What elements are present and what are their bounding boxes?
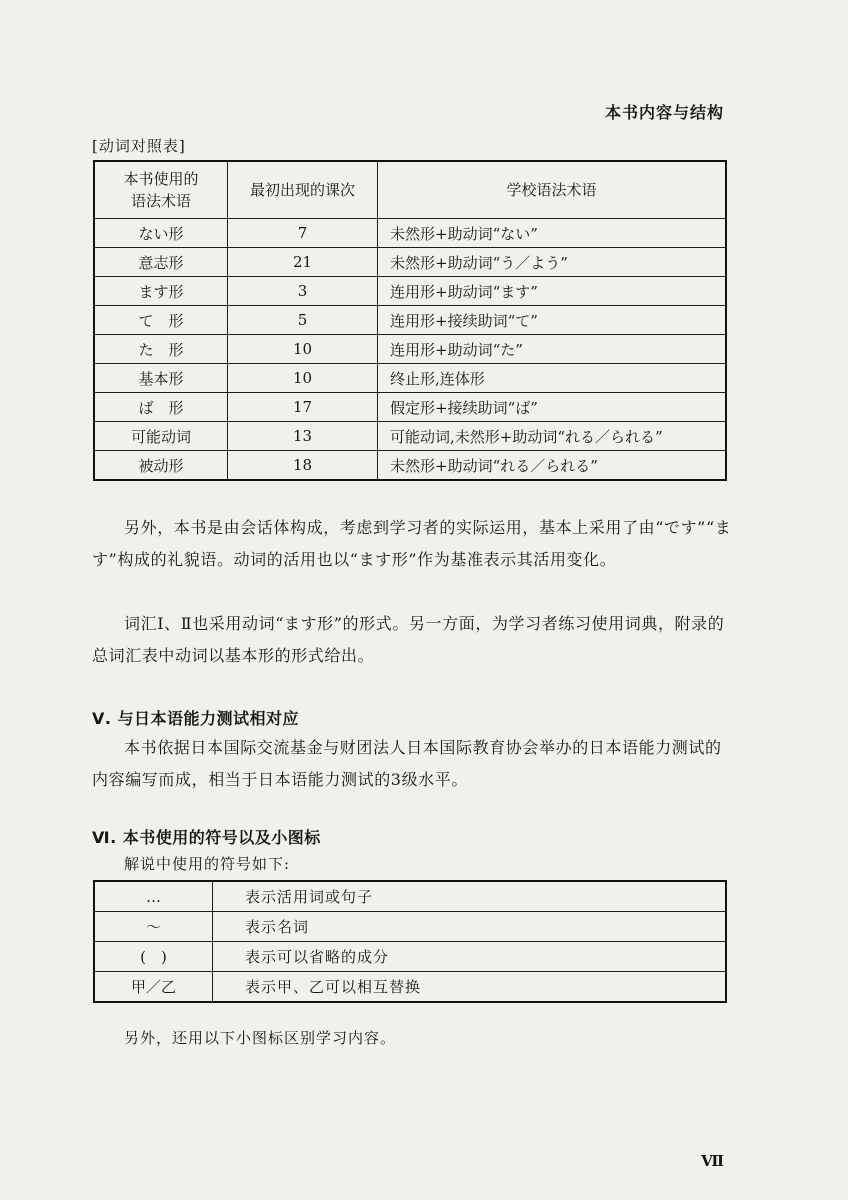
symbol-meaning-cell: 表示名词 bbox=[213, 912, 727, 942]
cell-school-grammar: 连用形+接续助词“て” bbox=[378, 306, 727, 335]
table-row bbox=[94, 451, 726, 481]
cell-school-grammar: 可能动词,未然形+助动词“れる／られる” bbox=[378, 422, 727, 451]
page-number: Ⅶ bbox=[701, 1152, 724, 1170]
table-row bbox=[94, 942, 726, 972]
table-row bbox=[94, 912, 726, 942]
symbol-cell: … bbox=[94, 881, 213, 912]
header-cell-school-grammar: 学校语法术语 bbox=[378, 161, 727, 219]
cell-term: ば 形 bbox=[94, 393, 228, 422]
table-row bbox=[94, 306, 726, 335]
cell-lesson: 5 bbox=[228, 306, 378, 335]
cell-term: た 形 bbox=[94, 335, 228, 364]
cell-school-grammar: 未然形+助动词“う／よう” bbox=[378, 248, 727, 277]
cell-lesson: 3 bbox=[228, 277, 378, 306]
symbol-meaning-cell: 表示活用词或句子 bbox=[213, 881, 727, 912]
cell-term: 意志形 bbox=[94, 248, 228, 277]
table-row bbox=[94, 364, 726, 393]
table-row bbox=[94, 277, 726, 306]
symbol-cell: ～ bbox=[94, 912, 213, 942]
table-row bbox=[94, 972, 726, 1003]
cell-school-grammar: 终止形,连体形 bbox=[378, 364, 727, 393]
cell-school-grammar: 未然形+助动词“れる／られる” bbox=[378, 451, 727, 481]
cell-lesson: 18 bbox=[228, 451, 378, 481]
cell-school-grammar: 连用形+助动词“ます” bbox=[378, 277, 727, 306]
symbol-cell: 甲／乙 bbox=[94, 972, 213, 1003]
icons-intro: 另外，还用以下小图标区别学习内容。 bbox=[124, 1029, 397, 1047]
cell-lesson: 10 bbox=[228, 364, 378, 393]
cell-lesson: 7 bbox=[228, 219, 378, 248]
symbol-cell: ( ) bbox=[94, 942, 213, 972]
paragraph-jlpt: 本书依据日本国际交流基金与财团法人日本国际教育协会举办的日本语能力测试的内容编写而成，相当于日本语能力测试的3级水平。 bbox=[92, 738, 722, 789]
cell-term: ない形 bbox=[94, 219, 228, 248]
table-header-row bbox=[94, 161, 726, 219]
running-header: 本书内容与结构 bbox=[604, 103, 724, 122]
symbol-meaning-cell: 表示甲、乙可以相互替换 bbox=[213, 972, 727, 1003]
symbols-intro: 解说中使用的符号如下: bbox=[124, 855, 291, 873]
table-row bbox=[94, 248, 726, 277]
header-cell-lesson: 最初出现的课次 bbox=[228, 161, 378, 219]
cell-school-grammar: 未然形+助动词“ない” bbox=[378, 219, 727, 248]
header-cell-term: 本书使用的 语法术语 bbox=[94, 161, 228, 219]
section-6-title: Ⅵ. 本书使用的符号以及小图标 bbox=[92, 828, 321, 847]
table-row bbox=[94, 219, 726, 248]
cell-lesson: 10 bbox=[228, 335, 378, 364]
cell-school-grammar: 假定形+接续助词“ば” bbox=[378, 393, 727, 422]
cell-term: 被动形 bbox=[94, 451, 228, 481]
verb-table-caption: [动词对照表] bbox=[92, 137, 186, 155]
cell-school-grammar: 连用形+助动词“た” bbox=[378, 335, 727, 364]
verb-comparison-table bbox=[93, 160, 727, 481]
paragraph-vocabulary: 词汇Ⅰ、Ⅱ也采用动词“ます形”的形式。另一方面，为学习者练习使用词典，附录的总词汇表中动词以基本形的形式给出。 bbox=[92, 614, 725, 665]
cell-lesson: 17 bbox=[228, 393, 378, 422]
table-row bbox=[94, 422, 726, 451]
section-5-title: Ⅴ. 与日本语能力测试相对应 bbox=[92, 709, 300, 728]
symbols-table bbox=[93, 880, 727, 1003]
cell-lesson: 13 bbox=[228, 422, 378, 451]
table-row bbox=[94, 335, 726, 364]
symbol-meaning-cell: 表示可以省略的成分 bbox=[213, 942, 727, 972]
paragraph-polite-form: 另外，本书是由会话体构成，考虑到学习者的实际运用，基本上采用了由“です”“ます”构成的礼貌语。动词的活用也以“ます形”作为基准表示其活用变化。 bbox=[92, 518, 732, 569]
cell-term: 基本形 bbox=[94, 364, 228, 393]
cell-term: て 形 bbox=[94, 306, 228, 335]
cell-lesson: 21 bbox=[228, 248, 378, 277]
cell-term: 可能动词 bbox=[94, 422, 228, 451]
table-row bbox=[94, 881, 726, 912]
table-row bbox=[94, 393, 726, 422]
cell-term: ます形 bbox=[94, 277, 228, 306]
